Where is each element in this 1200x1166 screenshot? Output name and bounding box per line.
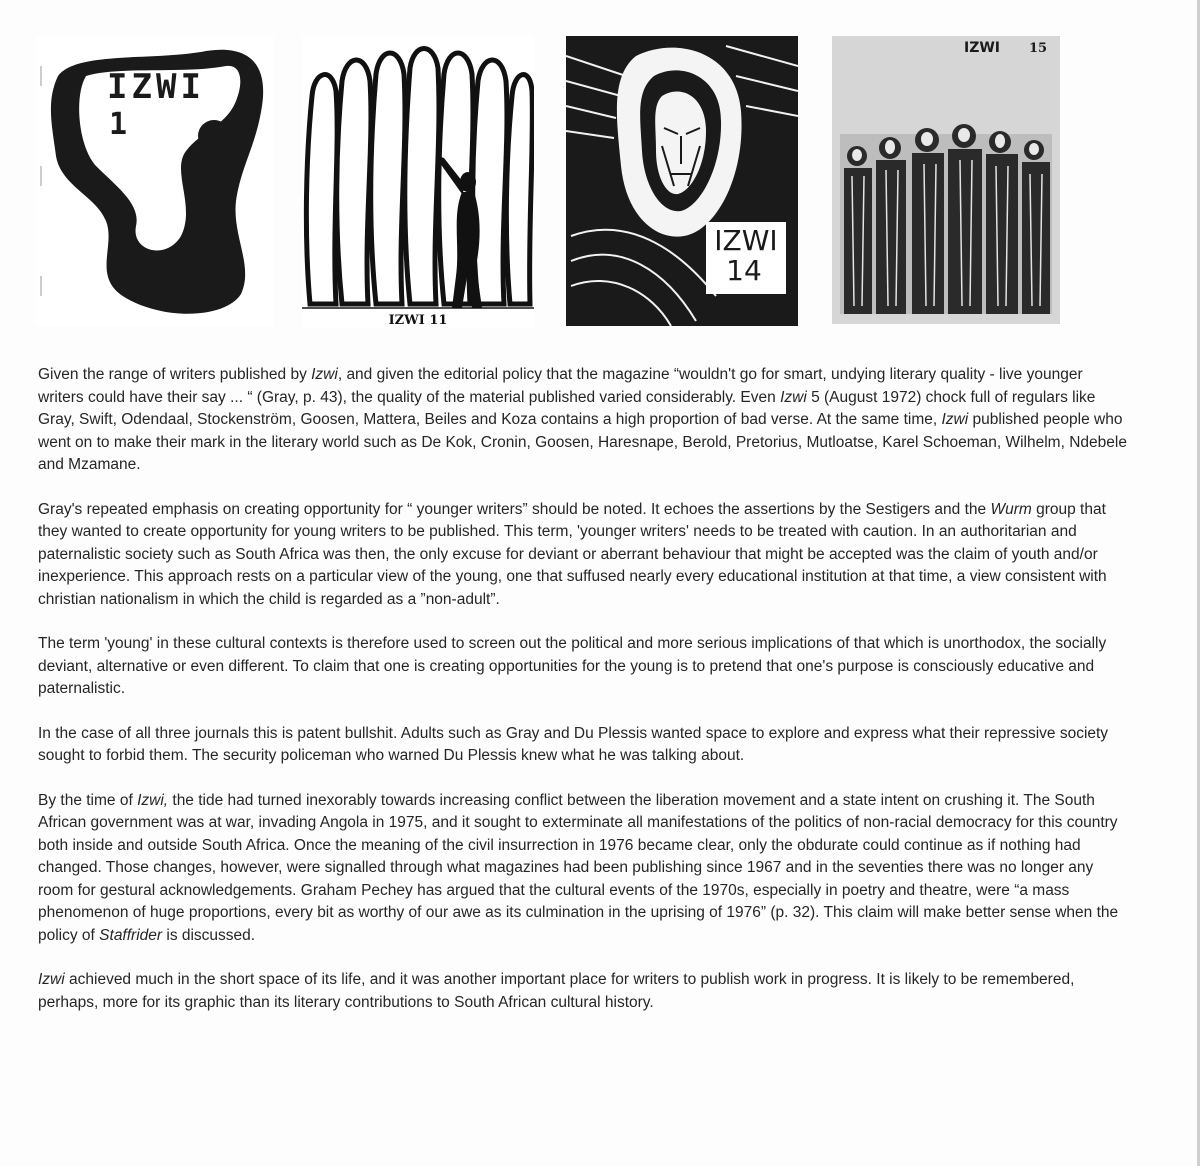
cover-izwi-15-art	[832, 36, 1060, 324]
cover-izwi-1-art	[36, 36, 274, 326]
paragraph-5-text-a: By the time of	[38, 791, 138, 809]
paragraph-1	[38, 364, 1128, 477]
paragraph-1-title-a: Izwi	[311, 366, 338, 383]
paragraph-6-text-a: achieved much in the short space of its life, and it was another important place for writers to publish work in progress. It is likely to be remembered, perhaps, more for its graphic than its literary contributions to South African cultural history.	[38, 971, 1075, 1011]
paragraph-1-title-b: Izwi	[780, 388, 807, 406]
paragraph-2-title-a: Wurm	[990, 500, 1032, 518]
article-body	[38, 364, 1128, 1036]
paragraph-4: In the case of all three journals this is patent bullshit. Adults such as Gray and Du Plessis wanted space to explore and express what their repressive society sought to forbid them. The security policeman who warned Du Plessis knew what he was talking about.	[38, 724, 1109, 764]
cover-izwi-1-number: 1	[108, 107, 128, 142]
paragraph-2	[38, 499, 1128, 612]
cover-izwi-11	[302, 36, 534, 328]
paragraph-1-text-d: published people who went on to make their mark in the literary world such as De Kok, Cronin, Goosen, Haresnape, Berold, Pretorius, Mutloatse, Karel Schoeman, Wilhelm, Ndebele and Mzamane.	[38, 411, 1127, 473]
paragraph-1-text-a: Given the range of writers published by	[38, 366, 312, 383]
paragraph-5-text-b: the tide had turned inexorably towards increasing conflict between the liberation movement and a state intent on crushing it. The South African government was at war, invading Angola in 1975, and it sought to exterminate all manifestations of the politics of non-racial democracy for this country both inside and outside South Africa. Once the meaning of the civil insurrection in 1976 became clear, only the obdurate could continue as if nothing had changed. Those changes, however, were signalled through what magazines had been publishing since 1967 and in the seventies there was no longer any room for gestural acknowledgements. Graham Pechey has argued that the cultural events of the 1970s, especially in poetry and theatre, were “a mass phenomenon of huge proportions, every bit as worthy of our awe as its culmination in the uprising of 1976” (p. 32). This claim will make better sense when the policy of	[38, 791, 1119, 944]
cover-izwi-14-art	[566, 36, 798, 326]
paragraph-5-title-b: Staffrider	[99, 926, 163, 944]
cover-izwi-11-caption: IZWI 11	[388, 313, 448, 328]
cover-izwi-15	[832, 36, 1060, 324]
cover-izwi-14-number: 14	[726, 254, 762, 287]
paragraph-1-text-c: 5 (August 1972) chock full of regulars like Gray, Swift, Odendaal, Stockenström, Goosen, Mattera, Beiles and Koza contains a high proportion of bad verse. At the same time,	[38, 388, 1096, 428]
paragraph-5-title-a: Izwi,	[137, 791, 169, 809]
cover-izwi-14	[566, 36, 798, 326]
paragraph-6-title-a: Izwi	[38, 971, 65, 988]
paragraph-6	[38, 969, 1128, 1014]
paragraph-1-text-b: , and given the editorial policy that the magazine “wouldn't go for smart, undying literary quality - live younger writers could have their say ... “ (Gray, p. 43), the quality of the material published varied considerably. Even	[38, 366, 1083, 406]
cover-izwi-14-label: IZWI	[714, 224, 778, 257]
cover-izwi-15-number: 15	[1028, 41, 1048, 56]
cover-izwi-1-label: IZWI	[107, 67, 205, 107]
cover-izwi-1	[36, 36, 274, 326]
paragraph-2-text-b: group that they wanted to create opportunity for young writers to be published. This term, 'younger writers' needs to be treated with caution. In an authoritarian and paternalistic society such as South Africa was then, the only excuse for deviant or aberrant behaviour that might be accepted was the claim of youth and/or inexperience. This approach rests on a particular view of the young, one that suffused nearly every educational institution at that time, a view consistent with christian nationalism in which the child is regarded as a ”non-adult”.	[38, 500, 1107, 608]
paragraph-2-text-a: Gray's repeated emphasis on creating opportunity for “ younger writers” should be noted. It echoes the assertions by the Sestigers and the	[38, 500, 991, 518]
paragraph-5-text-c: is discussed.	[162, 926, 256, 944]
paragraph-1-title-c: Izwi	[941, 411, 969, 428]
cover-izwi-15-label: IZWI	[963, 40, 1000, 56]
cover-gallery	[0, 0, 1200, 340]
cover-izwi-11-art	[302, 36, 534, 328]
paragraph-5	[38, 790, 1128, 948]
paragraph-3: The term 'young' in these cultural contexts is therefore used to screen out the political and more serious implications of that which is unorthodox, the socially deviant, alternative or even different. To claim that one is creating opportunities for the young is to pretend that one's purpose is consciously educative and paternalistic.	[38, 635, 1107, 697]
